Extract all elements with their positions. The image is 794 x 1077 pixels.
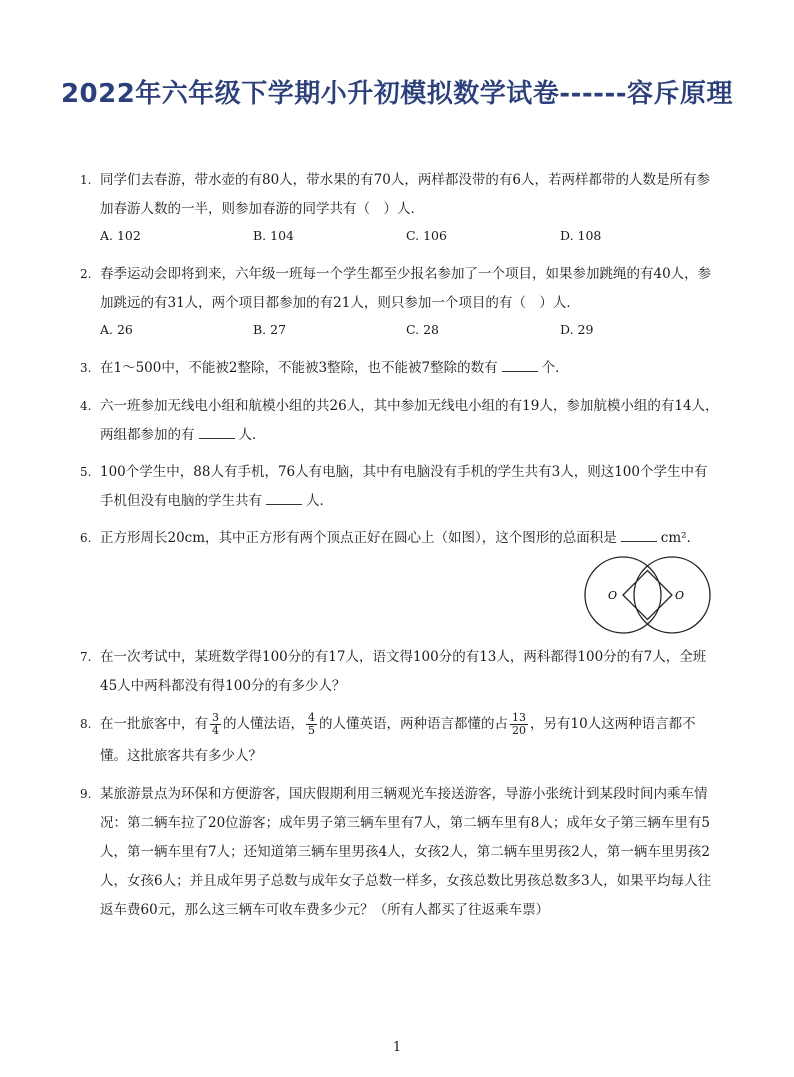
numerator: 3 xyxy=(212,711,219,724)
answer-blank xyxy=(621,527,657,542)
square xyxy=(623,571,672,620)
exam-title: 2022年六年级下学期小升初模拟数学试卷------容斥原理 xyxy=(60,79,734,109)
question-number: 5. xyxy=(80,465,92,479)
fraction xyxy=(510,712,528,737)
question-9 xyxy=(80,780,720,925)
question-number: 3. xyxy=(80,361,92,375)
question-number: 4. xyxy=(80,399,92,413)
question-text-post: 个． xyxy=(541,360,569,376)
question-2 xyxy=(80,260,720,318)
denominator: 4 xyxy=(212,724,219,737)
circles-square-figure xyxy=(580,552,720,638)
question-text-pre: 正方形周长20cm，其中正方形有两个顶点正好在圆心上（如图），这个图形的总面积是 xyxy=(100,530,617,546)
numerator: 4 xyxy=(308,711,315,724)
question-3 xyxy=(80,354,720,383)
question-2-options xyxy=(100,322,660,342)
center-label-right: O xyxy=(675,589,685,602)
option-a: A. 26 xyxy=(100,322,133,337)
question-text xyxy=(100,458,720,516)
page-number: 1 xyxy=(392,1040,402,1055)
question-8 xyxy=(80,708,720,772)
question-number: 1. xyxy=(80,173,92,187)
option-c: C. 106 xyxy=(406,228,447,243)
denominator: 5 xyxy=(308,724,315,737)
option-b: B. 104 xyxy=(253,228,294,243)
answer-blank xyxy=(502,357,538,372)
answer-blank xyxy=(199,424,235,439)
question-text-post: 人． xyxy=(238,427,266,443)
question-7 xyxy=(80,643,720,701)
option-a: A. 102 xyxy=(100,228,141,243)
question-text xyxy=(100,708,720,772)
question-text xyxy=(100,524,720,553)
question-number: 2. xyxy=(80,267,92,281)
question-text-part: 的人懂英语，两种语言都懂的占 xyxy=(319,716,508,732)
question-6 xyxy=(80,524,720,553)
question-text-pre: 在1～500中，不能被2整除，不能被3整除，也不能被7整除的数有 xyxy=(100,360,498,376)
denominator: 20 xyxy=(512,724,526,737)
question-number: 6. xyxy=(80,531,92,545)
question-5 xyxy=(80,458,720,516)
center-label-left: O xyxy=(608,589,618,602)
question-1-options xyxy=(100,228,660,248)
question-text-post: cm²． xyxy=(660,530,701,546)
question-text xyxy=(100,392,720,450)
figure-svg xyxy=(580,552,720,638)
question-text-pre: 100个学生中，88人有手机，76人有电脑，其中有电脑没有手机的学生共有3人，则这100个学生中有手机但没有电脑的学生共有 xyxy=(100,464,708,509)
option-d: D. 108 xyxy=(560,228,602,243)
fraction xyxy=(210,712,221,737)
question-4 xyxy=(80,392,720,450)
question-text-pre: 六一班参加无线电小组和航模小组的共26人，其中参加无线电小组的有19人，参加航模小组的有14人，两组都参加的有 xyxy=(100,398,719,443)
question-text-part: ，另有10人这两种语言都不懂。这批旅客共有多少人？ xyxy=(100,716,696,764)
option-b: B. 27 xyxy=(253,322,287,337)
option-c: C. 28 xyxy=(406,322,439,337)
question-text-part: 在一批旅客中，有 xyxy=(100,716,208,732)
fraction xyxy=(306,712,317,737)
question-text-post: 人． xyxy=(306,493,333,509)
question-text: 春季运动会即将到来，六年级一班每一个学生都至少报名参加了一个项目，如果参加跳绳的有40人，参加跳远的有31人，两个项目都参加的有21人，则只参加一个项目的有（ ）人． xyxy=(100,266,712,311)
question-text: 某旅游景点为环保和方便游客，国庆假期利用三辆观光车接送游客，导游小张统计到某段时间内乘车情况：第二辆车拉了20位游客；成年男子第三辆车里有7人，第二辆车里有8人；成年女子第三辆车里有5人，第一辆车里有7人；还知道第三辆车里男孩4人，女孩2人，第二辆车里男孩2人，第一辆车里男孩2人，女孩6人；并且成年男子总数与成年女子总数一样多，女孩总数比男孩总数多3人，如果平均每人往返车费60元，那么这三辆车可收车费多少元？（所有人都买了往返乘车票） xyxy=(100,786,712,918)
question-number: 7. xyxy=(80,650,92,664)
question-text xyxy=(100,354,720,383)
question-text: 在一次考试中，某班数学得100分的有17人，语文得100分的有13人，两科都得100分的有7人，全班45人中两科都没有得100分的有多少人？ xyxy=(100,649,707,694)
question-1 xyxy=(80,166,720,224)
numerator: 13 xyxy=(512,711,526,724)
option-d: D. 29 xyxy=(560,322,594,337)
question-text: 同学们去春游，带水壶的有80人，带水果的有70人，两样都没带的有6人，若两样都带的人数是所有参加春游人数的一半，则参加春游的同学共有（ ）人． xyxy=(100,172,710,217)
question-number: 8. xyxy=(80,717,92,731)
question-number: 9. xyxy=(80,787,92,801)
answer-blank xyxy=(266,490,302,505)
question-text-part: 的人懂法语， xyxy=(223,716,304,732)
